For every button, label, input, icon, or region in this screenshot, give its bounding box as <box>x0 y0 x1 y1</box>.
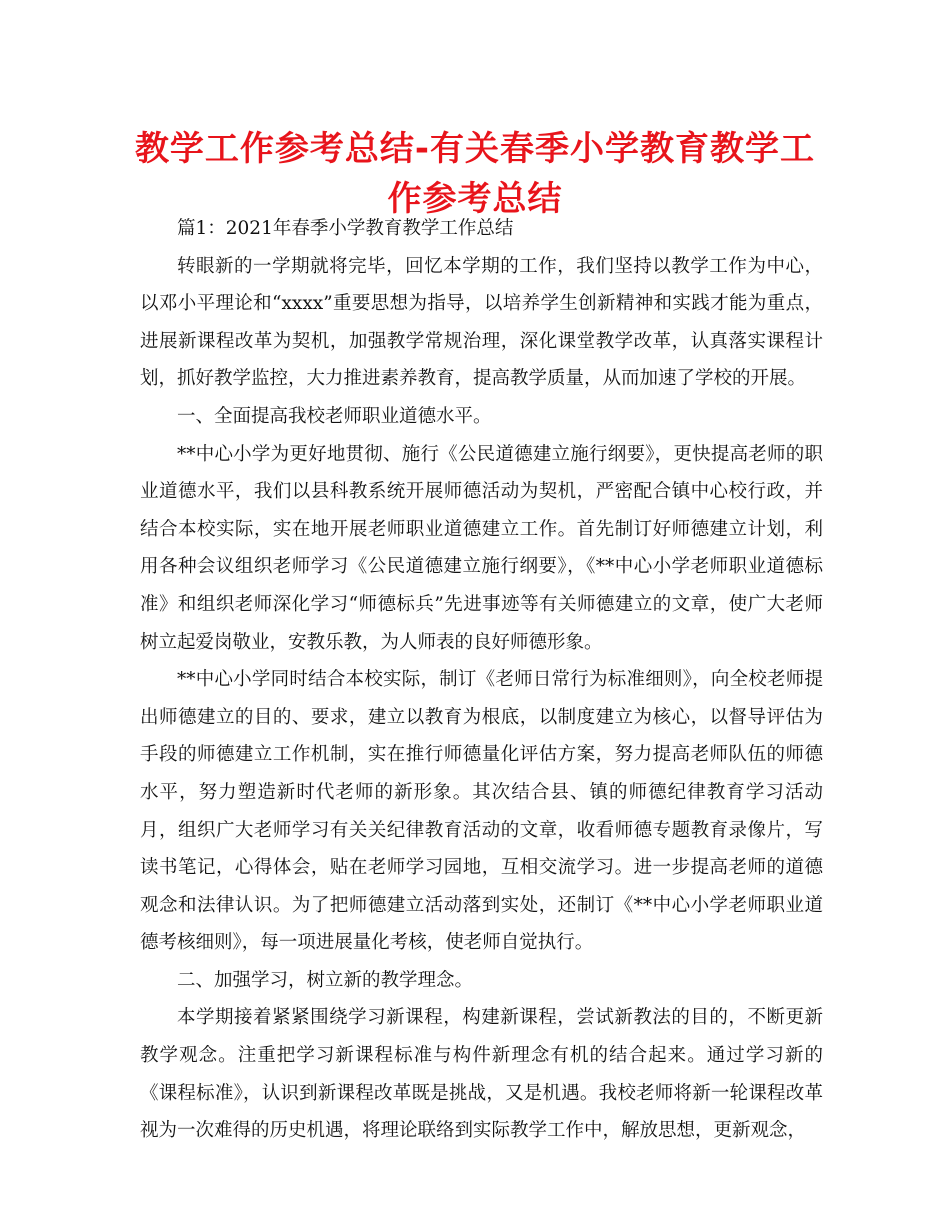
document-body <box>140 210 823 1150</box>
section-subtitle: 篇1：2021年春季小学教育教学工作总结 <box>177 218 514 239</box>
paragraph-learning: 本学期接着紧紧围绕学习新课程，构建新课程，尝试新教法的目的，不断更新教学观念。注重把学习新课程标准与构件新理念有机的结合起来。通过学习新的《课程标准》，认识到新课程改革既是挑战，又是机遇。我校老师将新一轮课程改革视为一次难得的历史机遇，将理论联络到实际教学工作中，解放思想，更新观念， <box>140 1007 823 1142</box>
paragraph-ethics-1: **中心小学为更好地贯彻、施行《公民道德建立施行纲要》，更快提高老师的职业道德水平，我们以县科教系统开展师德活动为契机，严密配合镇中心校行政，并结合本校实际，实在地开展老师职业道德建立工作。首先制订好师德建立计划，利用各种会议组织老师学习《公民道德建立施行纲要》，《**中心小学老师职业道德标准》和组织老师深化学习“师德标兵”先进事迹等有关师德建立的文章，使广大老师树立起爱岗敬业，安教乐教，为人师表的良好师德形象。 <box>140 443 823 653</box>
paragraph-ethics-2: **中心小学同时结合本校实际，制订《老师日常行为标准细则》，向全校老师提出师德建立的目的、要求，建立以教育为根底，以制度建立为核心，以督导评估为手段的师德建立工作机制，实在推行师德量化评估方案，努力提高老师队伍的师德水平，努力塑造新时代老师的新形象。其次结合县、镇的师德纪律教育学习活动月，组织广大老师学习有关关纪律教育活动的文章，收看师德专题教育录像片，写读书笔记，心得体会，贴在老师学习园地，互相交流学习。进一步提高老师的道德观念和法律认识。为了把师德建立活动落到实处，还制订《**中心小学老师职业道德考核细则》，每一项进展量化考核，使老师自觉执行。 <box>140 669 823 954</box>
section-heading-1: 一、全面提高我校老师职业道德水平。 <box>177 405 492 427</box>
paragraph-intro: 转眼新的一学期就将完毕，回忆本学期的工作，我们坚持以教学工作为中心，以邓小平理论和“xxxx”重要思想为指导，以培养学生创新精神和实践才能为重点，进展新课程改革为契机，加强教学常规治理，深化课堂教学改革，认真落实课程计划，抓好教学监控，大力推进素养教育，提高教学质量，从而加速了学校的开展。 <box>140 255 823 390</box>
document-title: 教学工作参考总结-有关春季小学教育教学工作参考总结 <box>134 129 816 219</box>
section-heading-2: 二、加强学习，树立新的教学理念。 <box>177 969 474 991</box>
